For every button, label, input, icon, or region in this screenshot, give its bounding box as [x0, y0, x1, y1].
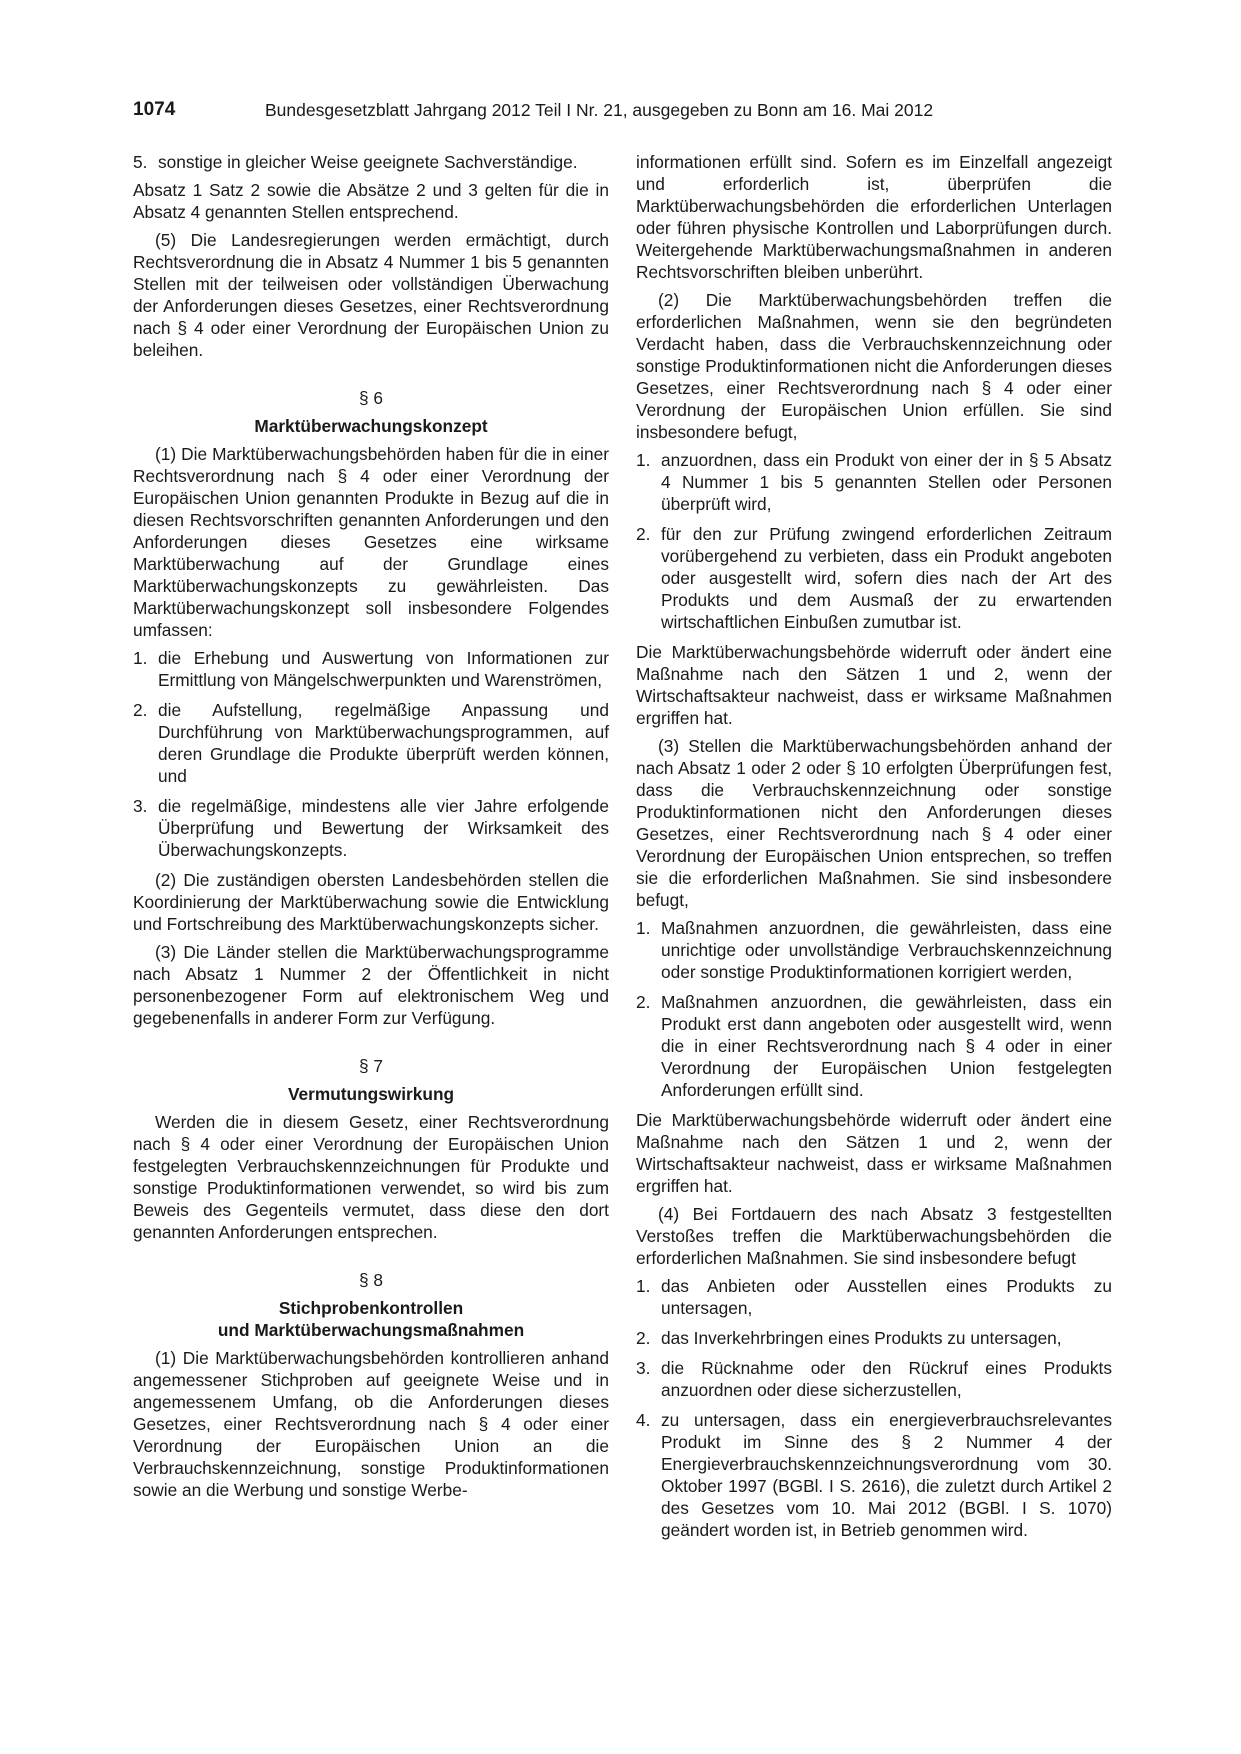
- paragraph: (1) Die Marktüberwachungsbehörden haben für die in einer Rechtsverordnung nach § 4 oder einer Verordnung der Europäischen Union genannten Produkte in Bezug auf die in diesen Rechtsvorschriften genannten Anforderungen und den Anforderungen dieses Gesetzes eine wirksame Marktüberwachung auf der Grundlage eines Marktüberwachungskonzepts zu gewährleisten. Das Marktüberwachungskonzept soll insbesondere Folgendes umfassen:: [133, 444, 609, 640]
- list-item: [636, 991, 1112, 1101]
- list-item-number: 2.: [636, 992, 651, 1012]
- list-item: [636, 449, 1112, 515]
- list-item-number: 1.: [636, 450, 651, 470]
- section-title: [133, 1297, 609, 1341]
- list-item: [636, 1409, 1112, 1541]
- list-item: [133, 795, 609, 861]
- list-item-text: anzuordnen, dass ein Produkt von einer der in § 5 Absatz 4 Nummer 1 bis 5 genannten Stellen oder Personen überprüft wird,: [661, 450, 1112, 514]
- paragraph: Die Marktüberwachungsbehörde widerruft oder ändert eine Maßnahme nach den Sätzen 1 und 2, wenn der Wirtschaftsakteur nachweist, dass er wirksame Maßnahmen ergriffen hat.: [636, 1110, 1112, 1196]
- list-item-text: das Inverkehrbringen eines Produkts zu untersagen,: [661, 1328, 1062, 1348]
- list-item-number: 2.: [636, 1328, 651, 1348]
- list-item: [133, 647, 609, 691]
- list-item-text: die Erhebung und Auswertung von Informationen zur Ermittlung von Mängelschwerpunkten und Warenströmen,: [158, 648, 609, 690]
- list-item-number: 3.: [636, 1358, 651, 1378]
- paragraph: (2) Die Marktüberwachungsbehörden treffen die erforderlichen Maßnahmen, wenn sie den begründeten Verdacht haben, dass die Verbrauchskennzeichnung oder sonstige Produktinformationen nicht die Anforderungen dieses Gesetzes, einer Rechtsverordnung nach § 4 oder einer Verordnung der Europäischen Union erfüllen. Sie sind insbesondere befugt,: [636, 290, 1112, 442]
- list-item: [636, 523, 1112, 633]
- list-item-number: 1.: [636, 1276, 651, 1296]
- numbered-list: [636, 1275, 1112, 1541]
- list-item-number: 1.: [133, 648, 148, 668]
- section-number: § 8: [358, 1270, 384, 1290]
- list-item: [636, 917, 1112, 983]
- section-number: § 6: [358, 388, 384, 408]
- paragraph: (3) Stellen die Marktüberwachungsbehörden anhand der nach Absatz 1 oder 2 oder § 10 erfolgten Überprüfungen fest, dass die Verbrauchskennzeichnung oder sonstige Produktinformationen nicht den Anforderungen dieses Gesetzes, einer Rechtsverordnung nach § 4 oder einer Verordnung der Europäischen Union entsprechen, so treffen sie die erforderlichen Maßnahmen. Sie sind insbesondere befugt,: [636, 736, 1112, 910]
- list-item-text: sonstige in gleicher Weise geeignete Sachverständige.: [158, 152, 578, 172]
- numbered-list: [636, 449, 1112, 633]
- list-item-number: 5.: [133, 152, 148, 172]
- numbered-list: [133, 647, 609, 861]
- list-item: [636, 1357, 1112, 1401]
- right-column: [636, 151, 1112, 1549]
- paragraph: Die Marktüberwachungsbehörde widerruft oder ändert eine Maßnahme nach den Sätzen 1 und 2, wenn der Wirtschaftsakteur nachweist, dass er wirksame Maßnahmen ergriffen hat.: [636, 642, 1112, 728]
- paragraph: (2) Die zuständigen obersten Landesbehörden stellen die Koordinierung der Marktüberwachung sowie die Entwicklung und Fortschreibung des Marktüberwachungskonzepts sicher.: [133, 870, 609, 934]
- list-item-text: Maßnahmen anzuordnen, die gewährleisten, dass eine unrichtige oder unvollständige Verbrauchskennzeichnung oder sonstige Produktinformationen korrigiert werden,: [661, 918, 1112, 982]
- section-title: Vermutungswirkung: [287, 1084, 455, 1104]
- paragraph: (5) Die Landesregierungen werden ermächtigt, durch Rechtsverordnung die in Absatz 4 Nummer 1 bis 5 genannten Stellen mit der teilweisen oder vollständigen Überwachung der Anforderungen dieses Gesetzes, einer Rechtsverordnung nach § 4 oder einer Verordnung der Europäischen Union zu beleihen.: [133, 230, 609, 360]
- running-title: Bundesgesetzblatt Jahrgang 2012 Teil I Nr. 21, ausgegeben zu Bonn am 16. Mai 2012: [265, 100, 934, 120]
- section-number: § 7: [358, 1056, 384, 1076]
- list-item: [133, 699, 609, 787]
- list-item-text: die regelmäßige, mindestens alle vier Jahre erfolgende Überprüfung und Bewertung der Wirksamkeit des Überwachungskonzepts.: [158, 796, 609, 860]
- paragraph: Absatz 1 Satz 2 sowie die Absätze 2 und 3 gelten für die in Absatz 4 genannten Stellen entsprechend.: [133, 180, 609, 222]
- list-item-text: zu untersagen, dass ein energieverbrauchsrelevantes Produkt im Sinne des § 2 Nummer 4 der Energieverbrauchskennzeichnungsverordnung vom 30. Oktober 1997 (BGBl. I S. 2616), die zuletzt durch Artikel 2 des Gesetzes vom 10. Mai 2012 (BGBl. I S. 1070) geändert worden ist, in Betrieb genommen wird.: [661, 1410, 1112, 1540]
- left-column: [133, 151, 609, 1507]
- numbered-list: [636, 917, 1112, 1101]
- page-number: 1074: [133, 99, 176, 120]
- list-item-text: die Aufstellung, regelmäßige Anpassung und Durchführung von Marktüberwachungsprogrammen, auf deren Grundlage die Produkte überprüft werden können, und: [158, 700, 609, 786]
- list-item-number: 2.: [636, 524, 651, 544]
- list-item: [636, 1275, 1112, 1319]
- paragraph: (3) Die Länder stellen die Marktüberwachungsprogramme nach Absatz 1 Nummer 2 der Öffentlichkeit in nicht personenbezogener Form auf elektronischem Weg und gegebenenfalls in anderer Form zur Verfügung.: [133, 942, 609, 1028]
- list-item-text: Maßnahmen anzuordnen, die gewährleisten, dass ein Produkt erst dann angeboten oder ausgestellt wird, wenn die in einer Rechtsverordnung nach § 4 oder in einer Verordnung der Europäischen Union festgelegten Anforderungen erfüllt sind.: [661, 992, 1112, 1100]
- paragraph: (1) Die Marktüberwachungsbehörden kontrollieren anhand angemessener Stichproben auf geeignete Weise und in angemessenem Umfang, ob die Anforderungen dieses Gesetzes, einer Rechtsverordnung nach § 4 oder einer Verordnung der Europäischen Union an die Verbrauchskennzeichnung, sonstige Produktinformationen sowie an die Werbung und sonstige Werbe-: [133, 1348, 609, 1500]
- list-item-text: die Rücknahme oder den Rückruf eines Produkts anzuordnen oder diese sicherzustellen,: [661, 1358, 1112, 1400]
- paragraph: informationen erfüllt sind. Sofern es im Einzelfall angezeigt und erforderlich ist, überprüfen die Marktüberwachungsbehörden die erforderlichen Unterlagen oder führen physische Kontrollen und Laborprüfungen durch. Weitergehende Marktüberwachungsmaßnahmen in anderen Rechtsvorschriften bleiben unberührt.: [636, 152, 1112, 282]
- section-title-line: Stichprobenkontrollen: [278, 1298, 464, 1318]
- paragraph: Werden die in diesem Gesetz, einer Rechtsverordnung nach § 4 oder einer Verordnung der Europäischen Union festgelegten Verbrauchskennzeichnungen für Produkte und sonstige Produktinformationen verwendet, so wird bis zum Beweis des Gegenteils vermutet, dass diese den dort genannten Anforderungen entsprechen.: [133, 1112, 609, 1242]
- paragraph: (4) Bei Fortdauern des nach Absatz 3 festgestellten Verstoßes treffen die Marktüberwachungsbehörden die erforderlichen Maßnahmen. Sie sind insbesondere befugt: [636, 1204, 1112, 1268]
- list-item-number: 3.: [133, 796, 148, 816]
- list-item-text: für den zur Prüfung zwingend erforderlichen Zeitraum vorübergehend zu verbieten, dass ein Produkt angeboten oder ausgestellt wird, sofern dies nach der Art des Produkts und dem Ausmaß der zu erwartenden wirtschaftlichen Einbußen zumutbar ist.: [661, 524, 1112, 632]
- section-title: Marktüberwachungskonzept: [254, 416, 488, 436]
- list-item-text: das Anbieten oder Ausstellen eines Produkts zu untersagen,: [661, 1276, 1112, 1318]
- running-header: [133, 99, 1113, 125]
- list-item-number: 1.: [636, 918, 651, 938]
- list-item: [133, 151, 609, 173]
- list-item: [636, 1327, 1112, 1349]
- list-item-number: 4.: [636, 1410, 651, 1430]
- list-item-number: 2.: [133, 700, 148, 720]
- section-title-line: und Marktüberwachungsmaßnahmen: [217, 1320, 525, 1340]
